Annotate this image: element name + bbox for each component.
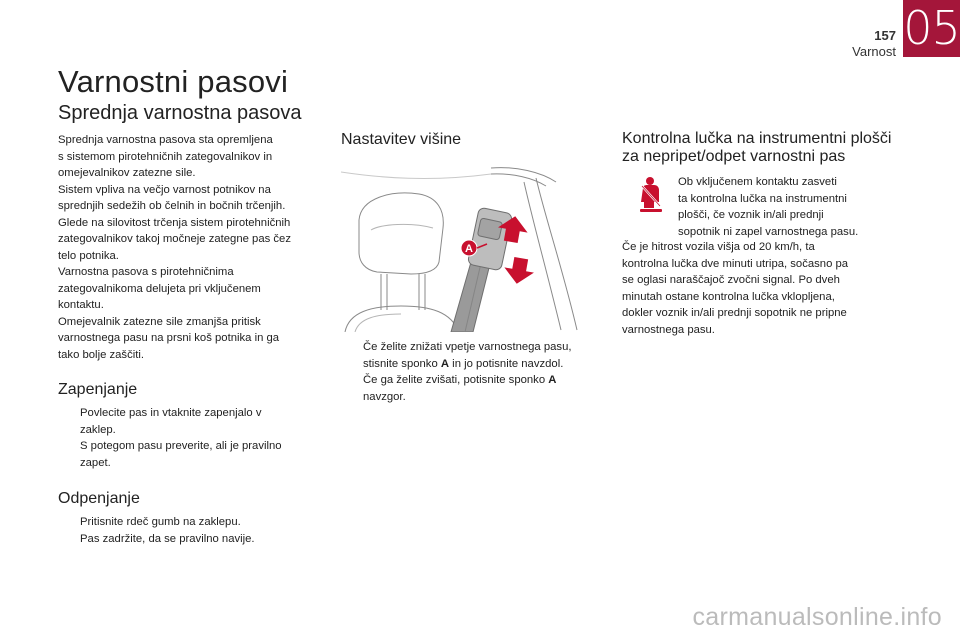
paragraph-line: kontrolna lučka dve minuti utripa, sočasno pa xyxy=(622,257,849,270)
watermark: carmanualsonline.info xyxy=(692,603,942,631)
paragraph-line: se oglasi naraščajoč zvočni signal. Po dveh xyxy=(622,274,840,286)
list-item-line: zapet. xyxy=(80,456,111,469)
list-item-line: Povlecite pas in vtaknite zapenjalo v xyxy=(80,407,262,419)
intro-line: tako bolje zaščiti. xyxy=(58,348,145,361)
list-item-line xyxy=(363,372,591,389)
paragraph-line: dokler voznik in/ali prednji sopotnik ne pripne xyxy=(622,307,847,319)
paragraph-line: minutah ostane kontrolna lučka vklopljena, xyxy=(622,290,835,303)
intro-line: Varnostna pasova s pirotehničnima xyxy=(58,266,234,278)
list-item-line: zaklep. xyxy=(80,423,116,436)
intro-line: kontaktu. xyxy=(58,299,104,311)
kontrolna-paragraph-2 xyxy=(622,239,884,338)
page-subtitle: Sprednja varnostna pasova xyxy=(58,102,302,124)
button-a-label: A xyxy=(465,243,473,255)
list-item xyxy=(58,531,318,548)
paragraph-line: Ob vključenem kontaktu zasveti xyxy=(678,176,837,188)
paragraph-line: plošči, če voznik in/ali prednji xyxy=(678,209,824,221)
list-item-line: S potegom pasu preverite, ali je pravilno xyxy=(80,440,282,452)
intro-line: zategovalnikov takoj močneje zategne pas čez xyxy=(58,233,291,245)
heading-nastavitev-visine: Nastavitev višine xyxy=(341,131,462,148)
heading-zapenjanje: Zapenjanje xyxy=(58,381,138,398)
intro-line: Sistem vpliva na večjo varnost potnikov na xyxy=(58,183,271,196)
heading-kontrolna-lucka xyxy=(622,130,892,166)
paragraph-line: Če je hitrost vozila višja od 20 km/h, ta xyxy=(622,241,815,253)
intro-line: zategovalnikoma delujeta pri vključenem xyxy=(58,282,261,295)
paragraph-line: ta kontrolna lučka na instrumentni xyxy=(678,192,847,205)
list-item xyxy=(341,372,591,405)
list-item-line: Če želite znižati vpetje varnostnega pasu, xyxy=(363,341,572,353)
intro-line: sprednjih sedežih ob čelnih in bočnih trčenjih. xyxy=(58,200,286,212)
list-item xyxy=(58,405,298,438)
kontrolna-paragraph-1 xyxy=(678,174,883,240)
chapter-number-badge: 05 xyxy=(903,1,960,55)
list-item xyxy=(58,514,318,531)
text-span: Če ga želite zvišati, potisnite sponko xyxy=(363,374,549,386)
heading-line: Kontrolna lučka na instrumentni plošči xyxy=(622,130,892,147)
list-item-line: Pritisnite rdeč gumb na zaklepu. xyxy=(80,516,241,528)
seatbelt-warning-icon xyxy=(638,176,664,214)
paragraph-line: varnostnega pasu. xyxy=(622,323,715,336)
button-reference: A xyxy=(548,374,557,386)
heading-line: za nepripet/odpet varnostni pas xyxy=(622,148,846,165)
odpenjanje-list xyxy=(58,514,318,547)
intro-line: Sprednja varnostna pasova sta opremljena xyxy=(58,134,273,146)
intro-line: Omejevalnik zatezne sile zmanjša pritisk xyxy=(58,315,261,328)
zapenjanje-list xyxy=(58,405,298,471)
intro-line: omejevalnikov zatezne sile. xyxy=(58,167,196,179)
intro-paragraph xyxy=(58,132,320,363)
seatbelt-height-illustration xyxy=(341,160,581,332)
button-reference: A xyxy=(440,357,450,370)
nastavitev-list xyxy=(341,339,591,405)
page-number: 157 xyxy=(874,28,896,43)
paragraph-line: sopotnik ni zapel varnostnega pasu. xyxy=(678,225,859,238)
intro-line: telo potnika. xyxy=(58,249,119,262)
list-item-line: Pas zadržite, da se pravilno navije. xyxy=(80,532,255,545)
text-span: in jo potisnite navzdol. xyxy=(449,357,564,370)
section-name: Varnost xyxy=(852,44,896,59)
page-title: Varnostni pasovi xyxy=(58,64,289,99)
list-item-line: navzgor. xyxy=(363,390,406,403)
heading-odpenjanje: Odpenjanje xyxy=(58,490,140,507)
list-item xyxy=(341,339,591,372)
list-item-line xyxy=(363,356,591,373)
intro-line: varnostnega pasu na prsni koš potnika in ga xyxy=(58,332,280,344)
intro-line: s sistemom pirotehničnih zategovalnikov in xyxy=(58,150,273,163)
text-span: stisnite sponko xyxy=(363,357,441,370)
list-item xyxy=(58,438,298,471)
intro-line: Glede na silovitost trčenja sistem pirotehničnih xyxy=(58,216,291,229)
